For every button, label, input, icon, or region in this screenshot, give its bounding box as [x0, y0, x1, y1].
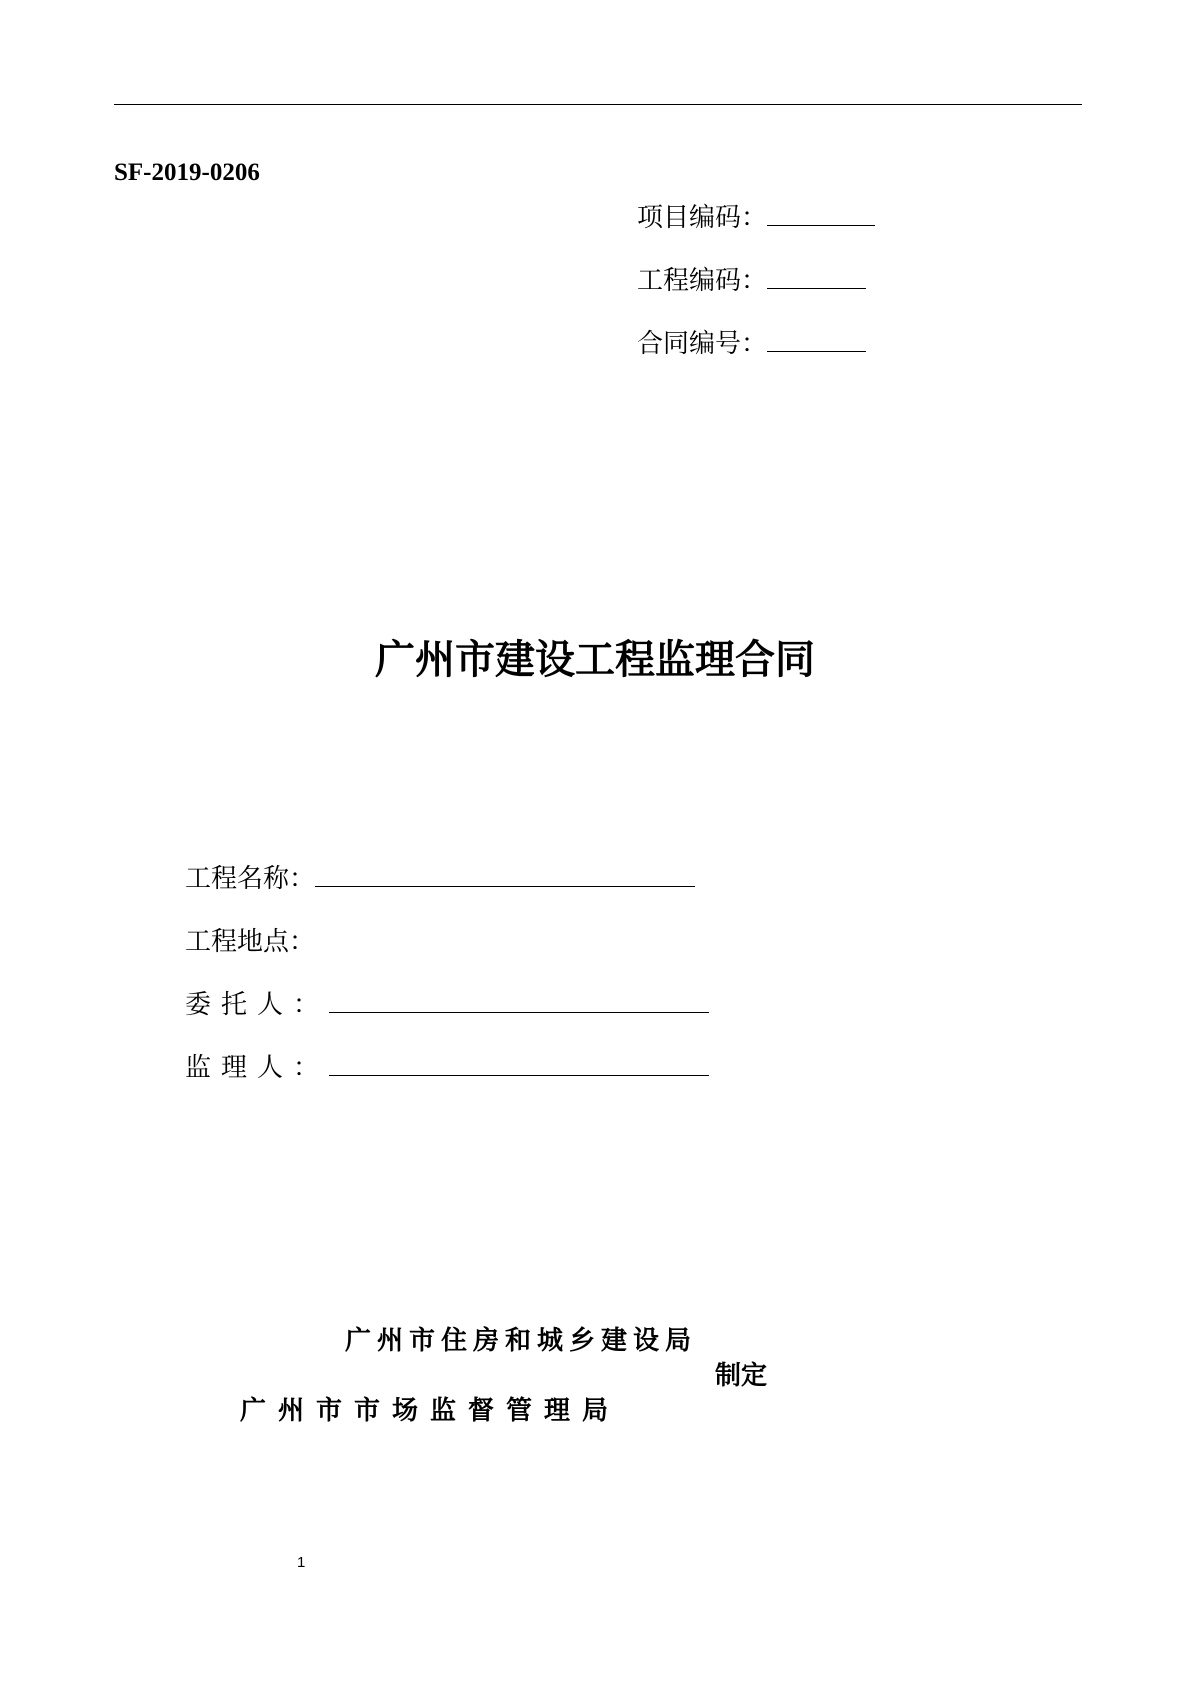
supervisor-label: 监理人：: [185, 1053, 330, 1083]
page-number: 1: [297, 1554, 306, 1571]
document-title: 广州市建设工程监理合同: [375, 637, 815, 683]
project-name-label: 工程名称：: [185, 864, 316, 894]
project-location-field: [185, 925, 315, 959]
issuer-market-bureau: 广州市市场监督管理局: [240, 1396, 621, 1426]
issuer-housing-bureau: 广州市住房和城乡建设局: [345, 1326, 698, 1356]
engineering-code-blank: [767, 264, 866, 289]
project-name-field: [185, 862, 695, 896]
client-label: 委托人：: [185, 990, 330, 1020]
contract-number-label: 合同编号：: [637, 329, 768, 359]
engineering-code-field: [637, 264, 866, 298]
supervisor-blank: [329, 1051, 709, 1076]
engineering-code-label: 工程编码：: [637, 266, 768, 296]
project-name-blank: [315, 862, 695, 887]
project-code-field: [637, 201, 875, 235]
document-code: SF-2019-0206: [114, 159, 260, 186]
contract-number-field: [637, 327, 866, 361]
supervisor-field: [185, 1051, 709, 1085]
header-rule: [114, 104, 1082, 105]
project-code-blank: [767, 201, 875, 226]
client-field: [185, 988, 709, 1022]
issued-by-suffix: 制定: [715, 1361, 768, 1391]
project-code-label: 项目编码：: [637, 203, 768, 233]
contract-number-blank: [767, 327, 866, 352]
project-location-label: 工程地点：: [185, 927, 316, 957]
client-blank: [329, 988, 709, 1013]
